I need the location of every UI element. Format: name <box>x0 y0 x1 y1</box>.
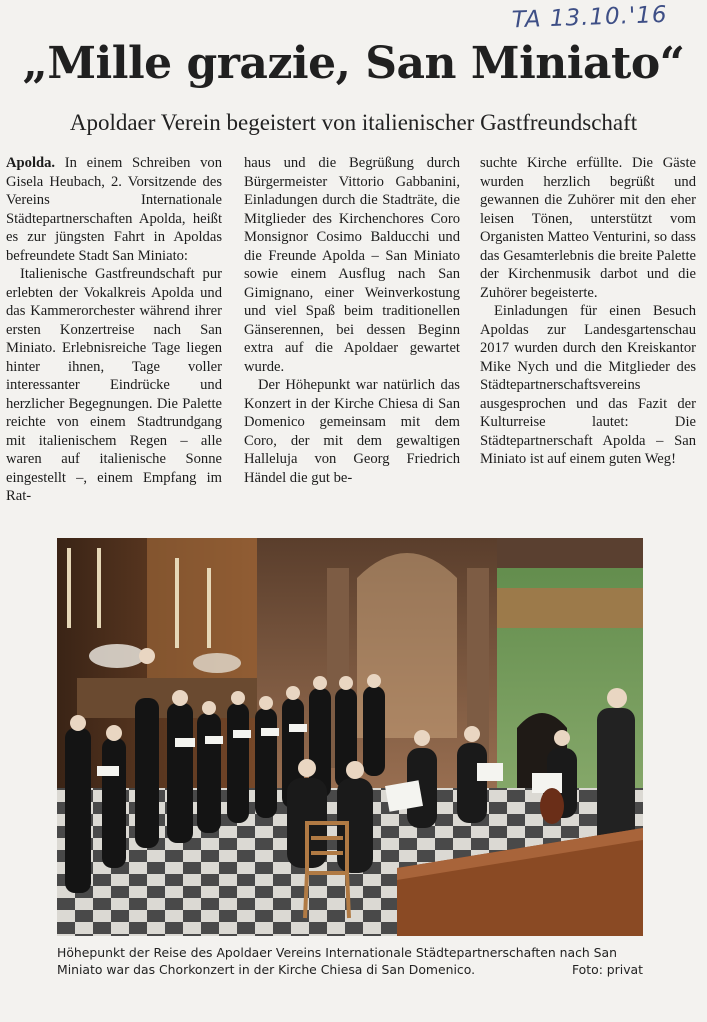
article-column-3 <box>480 154 696 469</box>
article-subheadline: Apoldaer Verein begeistert von italienischer Gastfreundschaft <box>69 110 638 135</box>
article-column-2 <box>244 154 460 487</box>
paragraph: haus und die Begrüßung durch Bürgermeister Vittorio Gabbanini, Einladungen durch die Stadträte, die Mitglieder des Kirchenchores Coro Monsignor Cosimo Balducchi und die Freunde Apolda – San Miniato sowie einem Ausflug nach San Gimignano, einer Weinverkostung und viel Spaß beim traditionellen Gänserennen, bei dessen Beginn extra auf die Apoldaer gewartet wurde. <box>244 155 460 375</box>
article-headline: „Mille grazie, San Miniato“ <box>22 38 685 89</box>
church-concert-illustration <box>57 538 643 936</box>
concert-photo <box>57 538 643 936</box>
article-column-1 <box>6 154 222 506</box>
photo-caption <box>57 944 643 978</box>
dateline: Apolda. <box>6 155 56 171</box>
handwritten-date-note: TA 13.10.'16 <box>511 1 669 34</box>
paragraph <box>6 154 222 265</box>
paragraph: suchte Kirche erfüllte. Die Gäste wurden herzlich begrüßt und gewannen die Zuhörer mit den eher leisen Tönen, unterstützt vom Organisten Matteo Venturini, so dass das Gesamterlebnis die breite Palette der Kirchenmusik darbot und die Zuhörer begeisterte. <box>480 155 696 301</box>
photo-caption-text: Höhepunkt der Reise des Apoldaer Vereins Internationale Städtepartnerschaften nach San Miniato war das Chorkonzert in der Kirche Chiesa di San Domenico. <box>57 945 617 977</box>
paragraph: Italienische Gastfreundschaft pur erlebten der Vokalkreis Apolda und das Kammerorchester während ihrer ersten Konzertreise nach San Miniato. Erlebnisreiche Tage liegen hinter ihnen, Tage voller interessanter Eindrücke und herzlicher Begegnungen. Die Palette reichte von einem Stadtrundgang mit italienischem Regen – alle waren auf italienische Sonne eingestellt –, einem Empfang im Rat- <box>6 266 222 504</box>
paragraph-text: In einem Schreiben von Gisela Heubach, 2. Vorsitzende des Vereins Internationale Städtepartnerschaften Apolda, heißt es zur jüngsten Fahrt in Apoldas befreundete Stadt San Miniato: <box>6 155 222 264</box>
photo-credit: Foto: privat <box>571 962 643 977</box>
paragraph: Der Höhepunkt war natürlich das Konzert in der Kirche Chiesa di San Domenico gemeinsam mit dem Coro, der mit dem gewaltigen Halleluja von Georg Friedrich Händel die gut be- <box>244 377 460 486</box>
paragraph: Einladungen für einen Besuch Apoldas zur Landesgartenschau 2017 wurden durch den Kreiskantor Mike Nych und die Mitglieder des Städtepartnerschaftsvereins ausgesprochen und das Fazit der Kulturreise lautet: Die Städtepartnerschaft Apolda – San Miniato ist auf einem guten Weg! <box>480 303 696 467</box>
